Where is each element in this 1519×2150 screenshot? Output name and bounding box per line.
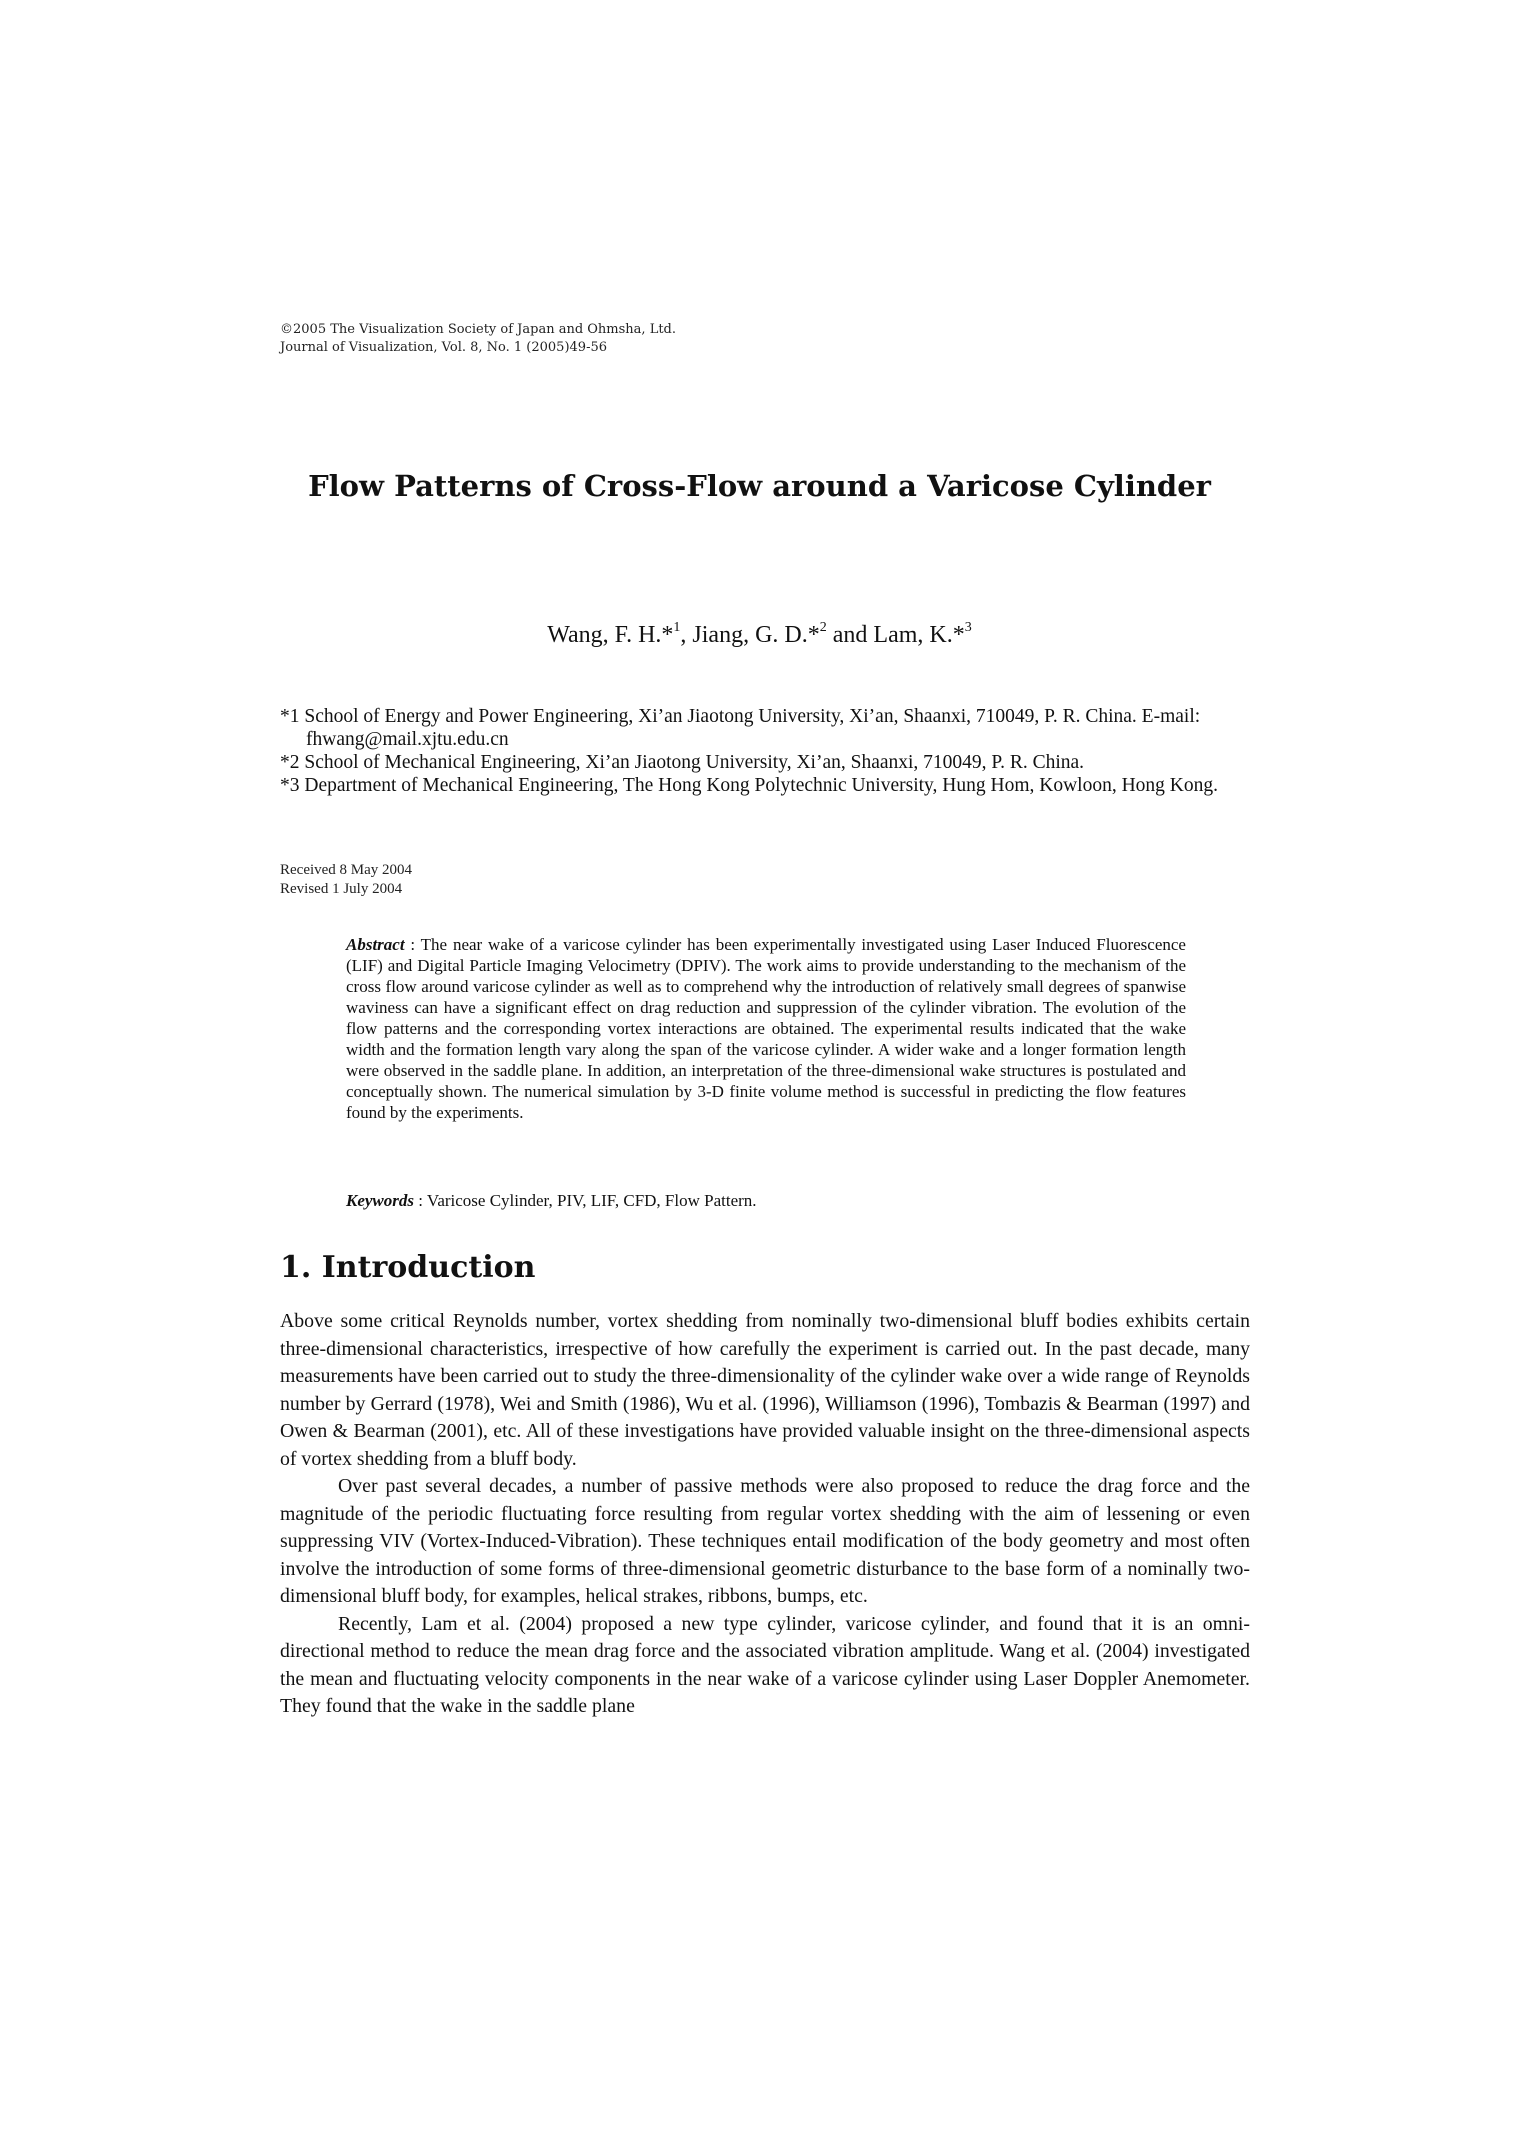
copyright-line: ©2005 The Visualization Society of Japan and Ohmsha, Ltd. bbox=[280, 322, 677, 337]
submission-dates bbox=[280, 861, 412, 899]
author-1-marker: 1 bbox=[673, 620, 681, 635]
author-2-marker: 2 bbox=[819, 620, 827, 635]
keywords bbox=[346, 1190, 1186, 1211]
keywords-label: Keywords bbox=[346, 1191, 414, 1210]
affiliation-2: *2 School of Mechanical Engineering, Xi’an Jiaotong University, Xi’an, Shaanxi, 710049, P. R. China. bbox=[280, 752, 1085, 773]
section-heading-introduction: 1. Introduction bbox=[280, 1250, 536, 1285]
affiliation-1: *1 School of Energy and Power Engineering, Xi’an Jiaotong University, Xi’an, Shaanxi, 710049, P. R. China. E-mail: fhwang@mail.xjtu.edu.cn bbox=[280, 706, 1201, 750]
author-3-marker: 3 bbox=[964, 620, 972, 635]
abstract bbox=[346, 934, 1186, 1123]
keywords-colon: : bbox=[414, 1191, 427, 1210]
author-list bbox=[0, 618, 1519, 652]
paragraph: Over past several decades, a number of passive methods were also proposed to reduce the drag force and the magnitude of the periodic fluctuating force resulting from regular vortex shedding with the aim of lessening or even suppressing VIV (Vortex-Induced-Vibration). These techniques entail modification of the body geometry and most often involve the introduction of some forms of three-dimensional geometric disturbance to the base form of a nominally two-dimensional bluff body, for examples, helical strakes, ribbons, bumps, etc. bbox=[280, 1475, 1250, 1607]
author-separator: , bbox=[680, 622, 693, 648]
author-2: Jiang, G. D.* bbox=[692, 622, 820, 648]
abstract-text: The near wake of a varicose cylinder has been experimentally investigated using Laser Induced Fluorescence (LIF) and Digital Particle Imaging Velocimetry (DPIV). The work aims to provide understanding to the mechanism of the cross flow around varicose cylinder as well as to comprehend why the introduction of relatively small degrees of spanwise waviness can have a significant effect on drag reduction and suppression of the cylinder vibration. The evolution of the flow patterns and the corresponding vortex interactions are obtained. The experimental results indicated that the wake width and the formation length vary along the span of the varicose cylinder. A wider wake and a longer formation length were observed in the saddle plane. In addition, an interpretation of the three-dimensional wake structures is postulated and conceptually shown. The numerical simulation by 3-D finite volume method is successful in predicting the flow features found by the experiments. bbox=[346, 935, 1186, 1122]
received-date: Received 8 May 2004 bbox=[280, 862, 413, 878]
author-1: Wang, F. H.* bbox=[547, 622, 674, 648]
affiliations bbox=[280, 705, 1260, 797]
affiliation-3: *3 Department of Mechanical Engineering, The Hong Kong Polytechnic University, Hung Hom, Kowloon, Hong Kong. bbox=[280, 775, 1218, 796]
journal-header bbox=[280, 321, 676, 357]
abstract-label: Abstract bbox=[346, 935, 405, 954]
revised-date: Revised 1 July 2004 bbox=[280, 881, 403, 897]
author-3: Lam, K.* bbox=[873, 622, 965, 648]
keywords-text: Varicose Cylinder, PIV, LIF, CFD, Flow Pattern. bbox=[426, 1191, 757, 1210]
author-separator: and bbox=[826, 622, 874, 648]
abstract-colon: : bbox=[404, 935, 421, 954]
paper-title: Flow Patterns of Cross-Flow around a Varicose Cylinder bbox=[308, 469, 1211, 503]
paragraph: Recently, Lam et al. (2004) proposed a new type cylinder, varicose cylinder, and found that it is an omni-directional method to reduce the mean drag force and the associated vibration amplitude. Wang et al. (2004) investigated the mean and fluctuating velocity components in the near wake of a varicose cylinder using Laser Doppler Anemometer. They found that the wake in the saddle plane bbox=[280, 1612, 1250, 1717]
paragraph: Above some critical Reynolds number, vortex shedding from nominally two-dimensional bluff bodies exhibits certain three-dimensional characteristics, irrespective of how carefully the experiment is carried out. In the past decade, many measurements have been carried out to study the three-dimensionality of the cylinder wake over a wide range of Reynolds number by Gerrard (1978), Wei and Smith (1986), Wu et al. (1996), Williamson (1996), Tombazis & Bearman (1997) and Owen & Bearman (2001), etc. All of these investigations have provided valuable insight on the three-dimensional aspects of vortex shedding from a bluff body. bbox=[280, 1310, 1250, 1470]
introduction-body bbox=[280, 1308, 1250, 1721]
journal-citation: Journal of Visualization, Vol. 8, No. 1 (2005)49-56 bbox=[280, 340, 608, 355]
